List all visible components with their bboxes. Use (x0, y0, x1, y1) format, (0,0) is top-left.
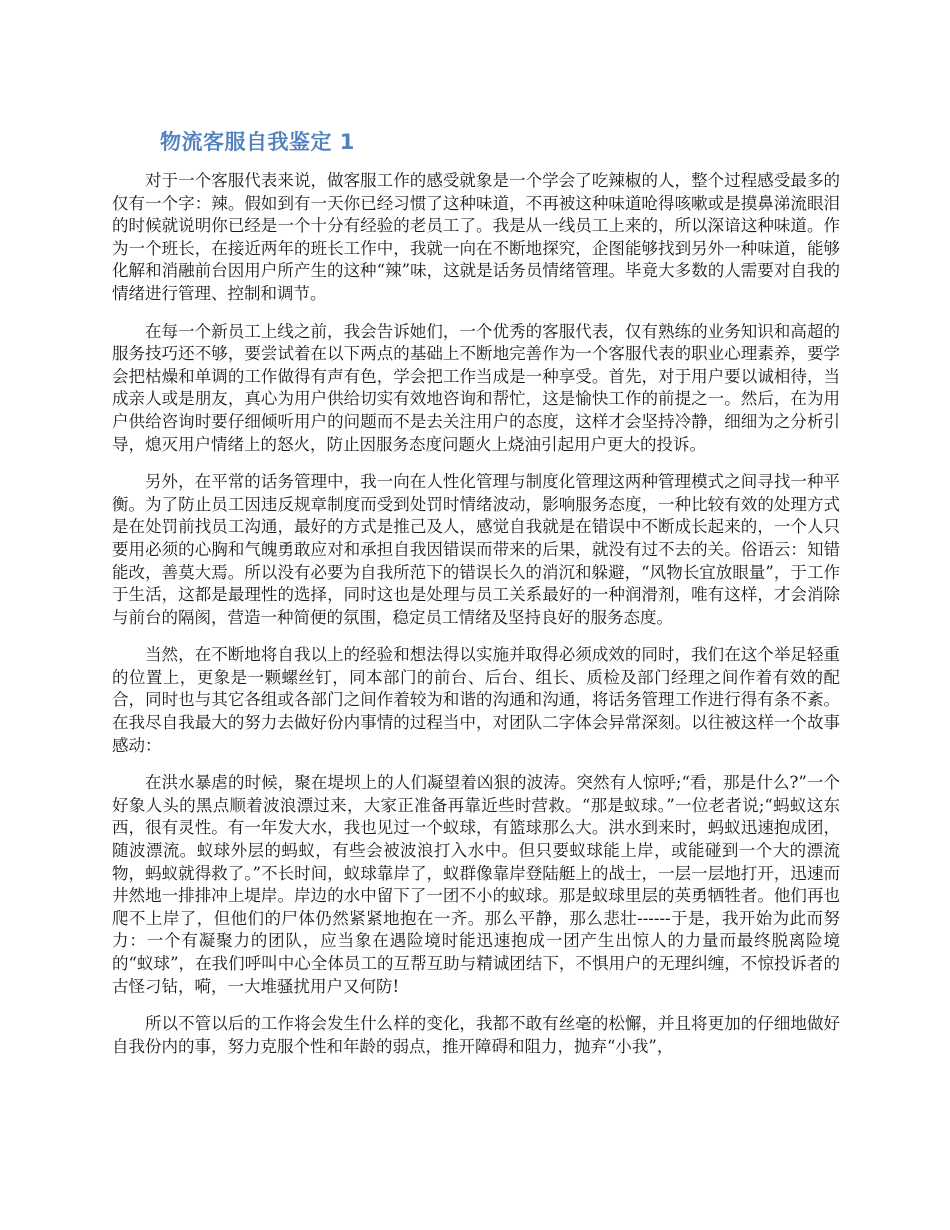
document-title: 物流客服自我鉴定 1 (160, 130, 355, 154)
document-body (112, 170, 840, 1073)
paragraph-6: 所以不管以后的工作将会发生什么样的变化，我都不敢有丝毫的松懈，并且将更加的仔细地做好自我份内的事，努力克服个性和年龄的弱点，推开障碍和阻力，抛弃“小我”， (112, 1014, 840, 1056)
paragraph-2: 在每一个新员工上线之前，我会告诉她们，一个优秀的客服代表，仅有熟练的业务知识和高超的服务技巧还不够，要尝试着在以下两点的基础上不断地完善作为一个客服代表的职业心理素养，要学会把枯燥和单调的工作做得有声有色，学会把工作当成是一种享受。首先，对于用户要以诚相待，当成亲人或是朋友，真心为用户供给切实有效地咨询和帮忙，这是愉快工作的前提之一。然后，在为用户供给咨询时要仔细倾听用户的问题而不是去关注用户的态度，这样才会坚持冷静，细细为之分析引导，熄灭用户情绪上的怒火，防止因服务态度问题火上烧油引起用户更大的投诉。 (112, 321, 840, 454)
paragraph-4: 当然，在不断地将自我以上的经验和想法得以实施并取得必须成效的同时，我们在这个举足轻重的位置上，更象是一颗螺丝钉，同本部门的前台、后台、组长、质检及部门经理之间作着有效的配合，同时也与其它各组或各部门之间作着较为和谐的沟通和沟通，将话务管理工作进行得有条不紊。在我尽自我最大的努力去做好份内事情的过程当中，对团队二字体会异常深刻。以往被这样一个故事感动： (112, 645, 840, 755)
paragraph-5: 在洪水暴虐的时候，聚在堤坝上的人们凝望着凶狠的波涛。突然有人惊呼;“看，那是什么?”一个好象人头的黑点顺着波浪漂过来，大家正准备再靠近些时营救。“那是蚁球。”一位老者说;“蚂蚁这东西，很有灵性。有一年发大水，我也见过一个蚁球，有篮球那么大。洪水到来时，蚂蚁迅速抱成团，随波漂流。蚁球外层的蚂蚁，有些会被波浪打入水中。但只要蚁球能上岸，或能碰到一个大的漂流物，蚂蚁就得救了。”不长时间，蚁球靠岸了，蚁群像靠岸登陆艇上的战士，一层一层地打开，迅速而井然地一排排冲上堤岸。岸边的水中留下了一团不小的蚁球。那是蚁球里层的英勇牺牲者。他们再也爬不上岸了，但他们的尸体仍然紧紧地抱在一齐。那么平静，那么悲壮------于是，我开始为此而努力：一个有凝聚力的团队，应当象在遇险境时能迅速抱成一团产生出惊人的力量而最终脱离险境的“蚁球”，在我们呼叫中心全体员工的互帮互助与精诚团结下，不惧用户的无理纠缠，不惊投诉者的古怪刁钻，嗬，一大堆骚扰用户又何防! (112, 773, 840, 996)
paragraph-1: 对于一个客服代表来说，做客服工作的感受就象是一个学会了吃辣椒的人，整个过程感受最多的仅有一个字：辣。假如到有一天你已经习惯了这种味道，不再被这种味道呛得咳嗽或是摸鼻涕流眼泪的时候就说明你已经是一个十分有经验的老员工了。我是从一线员工上来的，所以深谙这种味道。作为一个班长，在接近两年的班长工作中，我就一向在不断地探究，企图能够找到另外一种味道，能够化解和消融前台因用户所产生的这种“辣”味，这就是话务员情绪管理。毕竟大多数的人需要对自我的情绪进行管理、控制和调节。 (112, 171, 840, 303)
paragraph-3: 另外，在平常的话务管理中，我一向在人性化管理与制度化管理这两种管理模式之间寻找一种平衡。为了防止员工因违反规章制度而受到处罚时情绪波动，影响服务态度，一种比较有效的处理方式是在处罚前找员工沟通，最好的方式是推己及人，感觉自我就是在错误中不断成长起来的，一个人只要用必须的心胸和气魄勇敢应对和承担自我因错误而带来的后果，就没有过不去的关。俗语云：知错能改，善莫大焉。所以没有必要为自我所范下的错误长久的消沉和躲避，“风物长宜放眼量”，于工作于生活，这都是最理性的选择，同时这也是处理与员工关系最好的一种润滑剂，唯有这样，才会消除与前台的隔阂，营造一种简便的氛围，稳定员工情绪及坚持良好的服务态度。 (112, 472, 840, 627)
